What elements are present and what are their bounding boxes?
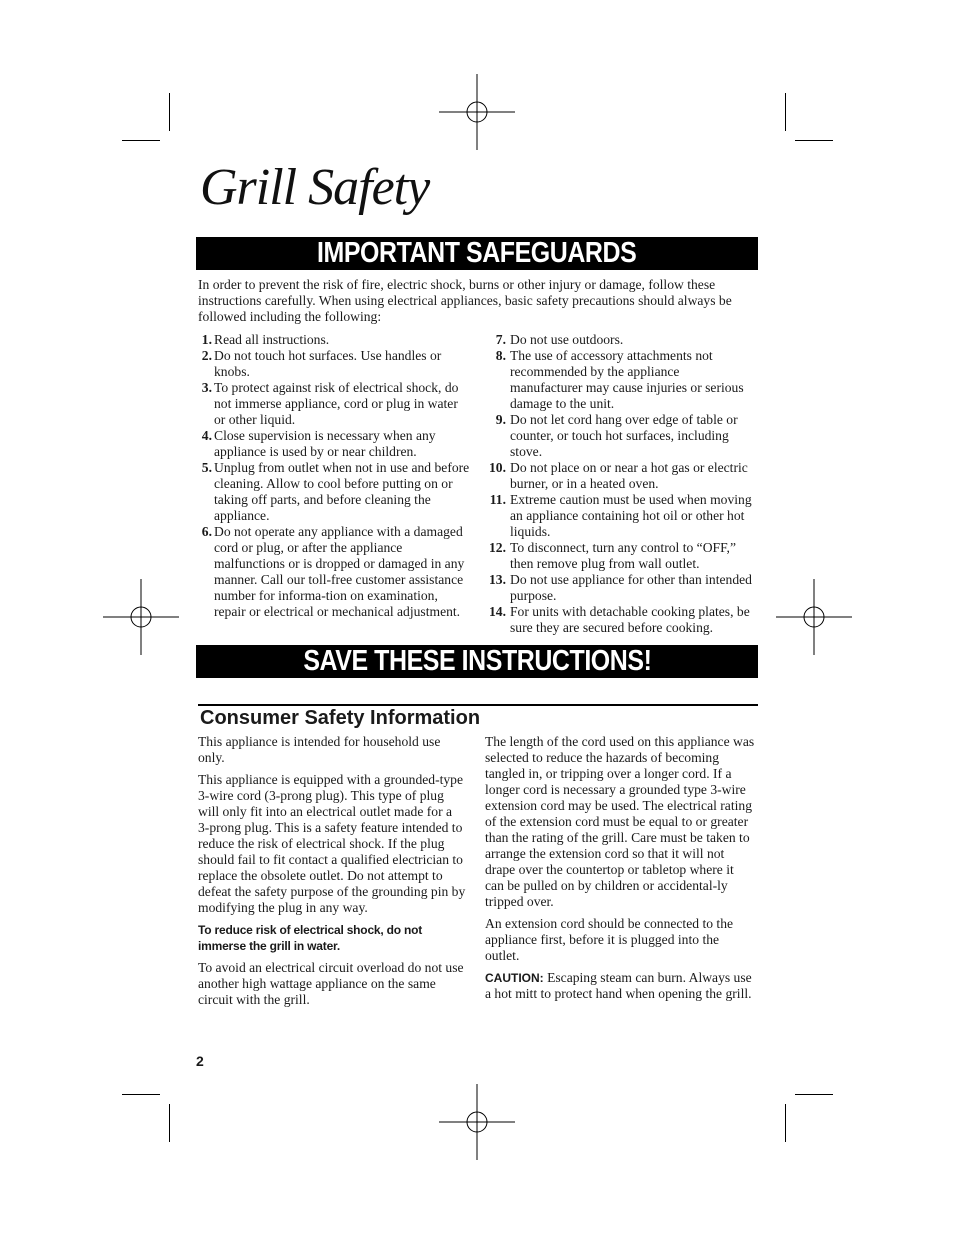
item-text: For units with detachable cooking plates, be sure they are secured before cooking. [510, 604, 750, 635]
safeguard-item [198, 428, 470, 460]
page-number: 2 [196, 1053, 204, 1069]
consumer-column-left [198, 734, 466, 1014]
safeguard-item [486, 332, 754, 348]
crop-mark [795, 1094, 833, 1095]
item-text: Do not use outdoors. [510, 332, 624, 347]
item-number: 7. [495, 332, 506, 347]
registration-mark-bottom [439, 1084, 515, 1160]
item-number: 3. [201, 380, 212, 395]
safeguard-item [486, 540, 754, 572]
caution-label: CAUTION: [485, 971, 544, 985]
registration-mark-top [439, 74, 515, 150]
safeguard-item [486, 604, 754, 636]
paragraph: This appliance is equipped with a grounded-type 3-wire cord (3-prong plug). This type of plug will only fit into an electrical outlet made for a 3-prong plug. This is a safety feature intended to reduce the risk of electrical shock. If the plug should fail to fit contact a qualified electrician to replace the obsolete outlet. Do not attempt to defeat the safety purpose of the grounding pin by modifying the plug in any way. [198, 772, 466, 915]
safeguard-item [198, 332, 470, 348]
item-text: The use of accessory attachments not recommended by the appliance manufacturer may cause injuries or serious damage to the unit. [510, 348, 744, 411]
item-number: 11. [489, 492, 506, 507]
registration-mark-right [776, 579, 852, 655]
caution-text: Escaping steam can burn. Always use a hot mitt to protect hand when opening the grill. [485, 970, 752, 1001]
crop-mark [122, 1094, 160, 1095]
safeguard-item [486, 572, 754, 604]
safeguard-item [198, 524, 470, 620]
item-text: Do not place on or near a hot gas or electric burner, or in a heated oven. [510, 460, 748, 491]
paragraph: To avoid an electrical circuit overload do not use another high wattage appliance on the same circuit with the grill. [198, 960, 464, 1007]
paragraph: An extension cord should be connected to the appliance first, before it is plugged into the outlet. [485, 916, 734, 963]
item-number: 9. [495, 412, 506, 427]
section-divider [198, 704, 758, 706]
consumer-column-right [485, 734, 755, 1008]
crop-mark [169, 93, 170, 131]
item-number: 5. [201, 460, 212, 475]
item-text: Do not touch hot surfaces. Use handles or knobs. [214, 348, 442, 379]
item-text: To disconnect, turn any control to “OFF,” then remove plug from wall outlet. [510, 540, 736, 571]
safeguard-item [198, 460, 470, 524]
item-text: Unplug from outlet when not in use and before cleaning. Allow to cool before putting on or taking off parts, and before cleaning the appliance. [214, 460, 470, 523]
safeguard-item [486, 412, 754, 460]
intro-paragraph: In order to prevent the risk of fire, electric shock, burns or other injury or damage, follow these instructions carefully. When using electrical appliances, basic safety precautions should always be followed including the following: [198, 277, 732, 324]
item-number: 13. [489, 572, 506, 587]
item-text: Extreme caution must be used when moving an appliance containing hot oil or other hot liquids. [510, 492, 752, 539]
item-text: Read all instructions. [214, 332, 330, 347]
safeguards-heading-bar [196, 237, 758, 270]
paragraph: The length of the cord used on this appliance was selected to reduce the hazards of becoming tangled in, or tripping over a longer cord. If a longer cord is necessary a grounded type 3-wire extension cord may be used. The electrical rating of the extension cord must be equal to or greater than the rating of the grill. Care must be taken to arrange the extension cord so that it will not drape over the countertop or tabletop where it can be pulled on by children or accidental-ly tripped over. [485, 734, 755, 909]
crop-mark [785, 1104, 786, 1142]
item-text: Do not let cord hang over edge of table or counter, or touch hot surfaces, including stove. [510, 412, 738, 459]
item-number: 2. [201, 348, 212, 363]
safeguard-item [486, 492, 754, 540]
crop-mark [169, 1104, 170, 1142]
caution-paragraph [485, 970, 755, 1002]
registration-mark-left [103, 579, 179, 655]
item-text: Do not operate any appliance with a damaged cord or plug, or after the appliance malfunctions or is dropped or damaged in any manner. Call our toll-free customer assistance number for informa-tion on examination, repair or electrical or mechanical adjustment. [214, 524, 465, 619]
item-number: 6. [201, 524, 212, 539]
item-number: 1. [201, 332, 212, 347]
save-instructions-heading: SAVE THESE INSTRUCTIONS! [302, 645, 652, 677]
item-text: To protect against risk of electrical shock, do not immerse appliance, cord or plug in water or other liquid. [214, 380, 459, 427]
item-text: Do not use appliance for other than intended purpose. [510, 572, 752, 603]
crop-mark [795, 140, 833, 141]
consumer-safety-heading: Consumer Safety Information [200, 707, 481, 729]
item-number: 8. [495, 348, 506, 363]
safeguards-list-left [198, 332, 470, 620]
item-text: Close supervision is necessary when any appliance is used by or near children. [214, 428, 436, 459]
crop-mark [785, 93, 786, 131]
shock-warning: To reduce risk of electrical shock, do not immerse the grill in water. [198, 923, 423, 953]
safeguard-item [198, 380, 470, 428]
item-number: 4. [201, 428, 212, 443]
save-instructions-bar [196, 645, 758, 678]
item-number: 10. [489, 460, 506, 475]
crop-mark [122, 140, 160, 141]
safeguards-list-right [486, 332, 754, 636]
item-number: 12. [489, 540, 506, 555]
page-title: Grill Safety [200, 159, 430, 216]
safeguard-item [486, 348, 754, 412]
safeguard-item [198, 348, 470, 380]
paragraph: This appliance is intended for household use only. [198, 734, 441, 765]
item-number: 14. [489, 604, 506, 619]
safeguard-item [486, 460, 754, 492]
safeguards-heading: IMPORTANT SAFEGUARDS [317, 237, 637, 269]
